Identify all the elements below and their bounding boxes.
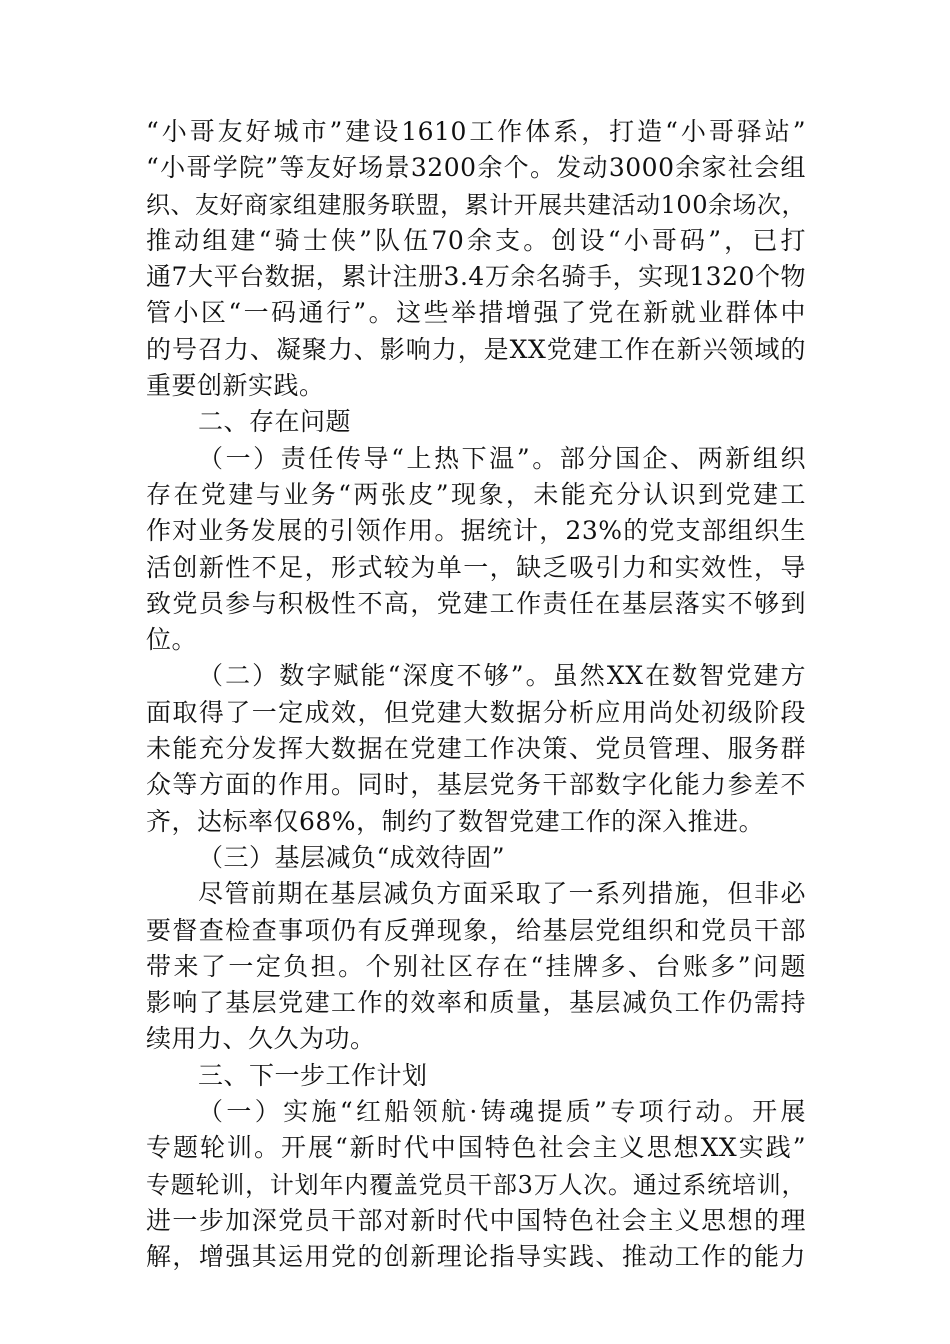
text-line: 专题轮训。开展“新时代中国特色社会主义思想XX实践” xyxy=(146,1133,806,1163)
text-line: 织、友好商家组建服务联盟，累计开展共建活动100余场次， xyxy=(146,190,806,219)
text-line: 管小区“一码通行”。这些举措增强了党在新就业群体中 xyxy=(146,298,806,328)
text-line: 带来了一定负担。个别社区存在“挂牌多、台账多”问题 xyxy=(146,951,806,981)
text-line: 重要创新实践。 xyxy=(146,371,325,401)
text-line: 未能充分发挥大数据在党建工作决策、党员管理、服务群 xyxy=(146,734,806,764)
text-line: “小哥学院”等友好场景3200余个。发动3000余家社会组 xyxy=(146,153,806,183)
text-line: 影响了基层党建工作的效率和质量，基层减负工作仍需持 xyxy=(146,988,806,1018)
text-line: 通7大平台数据，累计注册3.4万余名骑手，实现1320个物 xyxy=(146,262,806,292)
paragraph-start-line: （二）数字赋能“深度不够”。虽然XX在数智党建方 xyxy=(198,661,806,691)
text-line: “小哥友好城市”建设1610工作体系，打造“小哥驿站” xyxy=(146,117,806,146)
text-line: 专题轮训，计划年内覆盖党员干部3万人次。通过系统培训， xyxy=(146,1170,806,1199)
text-line: 要督查检查事项仍有反弹现象，给基层党组织和党员干部 xyxy=(146,915,806,945)
text-line: 齐，达标率仅68%，制约了数智党建工作的深入推进。 xyxy=(146,806,765,836)
text-line: 进一步加深党员干部对新时代中国特色社会主义思想的理 xyxy=(146,1205,806,1235)
text-line: 解，增强其运用党的创新理论指导实践、推动工作的能力 xyxy=(146,1242,806,1272)
text-line: 存在党建与业务“两张皮”现象，未能充分认识到党建工 xyxy=(146,479,806,509)
text-line: 众等方面的作用。同时，基层党务干部数字化能力参差不 xyxy=(146,770,806,800)
paragraph-start-line: 尽管前期在基层减负方面采取了一系列措施，但非必 xyxy=(198,879,806,909)
paragraph-start-line: （一）责任传导“上热下温”。部分国企、两新组织 xyxy=(198,443,806,473)
text-line: 的号召力、凝聚力、影响力，是XX党建工作在新兴领域的 xyxy=(146,334,806,364)
text-line: 推动组建“骑士侠”队伍70余支。创设“小哥码”，已打 xyxy=(146,225,806,255)
section-heading: 三、下一步工作计划 xyxy=(198,1060,428,1090)
paragraph-start-line: （一）实施“红船领航·铸魂提质”专项行动。开展 xyxy=(198,1097,806,1127)
text-line: 面取得了一定成效，但党建大数据分析应用尚处初级阶段 xyxy=(146,697,806,727)
subsection-heading: （三）基层减负“成效待固” xyxy=(198,842,506,872)
text-line: 位。 xyxy=(146,625,198,655)
text-line: 活创新性不足，形式较为单一，缺乏吸引力和实效性，导 xyxy=(146,552,806,582)
text-line: 续用力、久久为功。 xyxy=(146,1024,376,1054)
section-heading: 二、存在问题 xyxy=(198,407,352,437)
text-line: 作对业务发展的引领作用。据统计，23%的党支部组织生 xyxy=(146,516,806,546)
text-line: 致党员参与积极性不高，党建工作责任在基层落实不够到 xyxy=(146,588,806,618)
document-body xyxy=(146,114,806,1276)
